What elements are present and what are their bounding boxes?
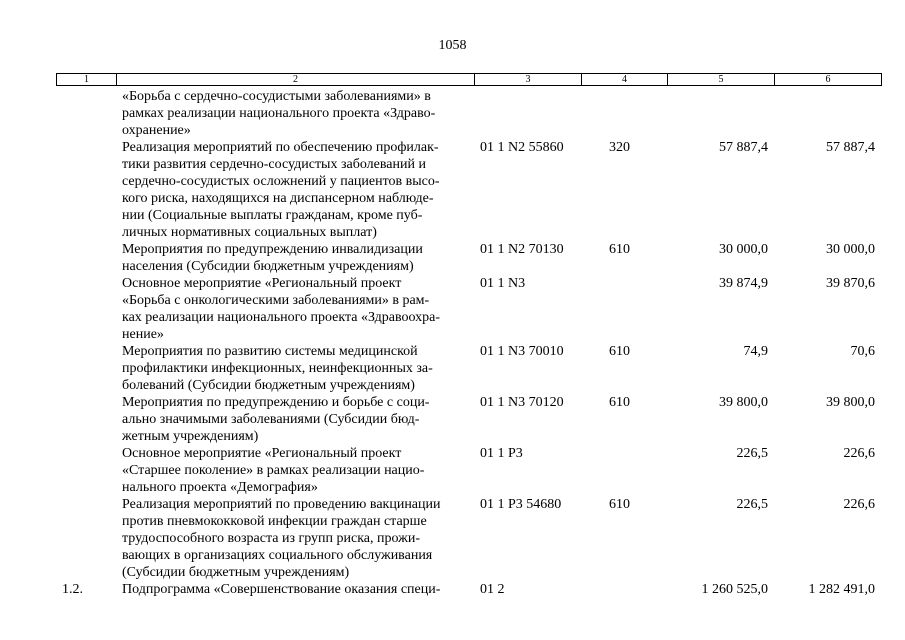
item-name: Реализация мероприятий по проведению вакцинации против пневмококковой инфекции граждан старше трудоспособного возраста из групп риска, прожи- вающих в организациях социального обслуживания (Субсидии бюджетным учреждениям) <box>122 497 441 580</box>
amount-year-2: 226,6 <box>843 497 875 512</box>
target-code: 01 1 N3 70010 <box>480 344 564 359</box>
budget-table <box>56 88 881 598</box>
row-number <box>56 88 116 139</box>
target-code: 01 1 N3 <box>480 276 526 291</box>
amount-year-1: 39 800,0 <box>719 395 768 410</box>
amount-year-2: 1 282 491,0 <box>808 582 875 597</box>
amount-year-1: 39 874,9 <box>719 276 768 291</box>
table-row <box>56 241 881 275</box>
row-number <box>56 394 116 445</box>
column-number-5: 5 <box>668 74 775 86</box>
column-number-header <box>56 73 882 86</box>
table-row <box>56 343 881 394</box>
expense-type: 610 <box>609 395 630 410</box>
amount-year-2: 39 870,6 <box>826 276 875 291</box>
amount-year-2: 70,6 <box>850 344 875 359</box>
row-number: 1.2. <box>62 582 83 597</box>
amount-year-1: 226,5 <box>736 446 768 461</box>
table-row <box>56 394 881 445</box>
expense-type: 320 <box>609 140 630 155</box>
amount-year-1: 57 887,4 <box>719 140 768 155</box>
expense-type: 610 <box>609 344 630 359</box>
table-row <box>56 581 881 598</box>
item-name: Основное мероприятие «Региональный проект «Старшее поколение» в рамках реализации нацио- нального проекта «Демография» <box>122 446 425 495</box>
amount-year-1: 1 260 525,0 <box>701 582 768 597</box>
column-number-2: 2 <box>117 74 475 86</box>
row-number <box>56 139 116 241</box>
table-row <box>56 88 881 139</box>
expense-type <box>581 88 667 139</box>
expense-type: 610 <box>609 242 630 257</box>
row-number <box>56 445 116 496</box>
amount-year-2: 57 887,4 <box>826 140 875 155</box>
target-code: 01 1 N2 70130 <box>480 242 564 257</box>
table-row <box>56 139 881 241</box>
table-row <box>56 445 881 496</box>
row-number <box>56 496 116 581</box>
column-number-4: 4 <box>582 74 668 86</box>
amount-year-1: 30 000,0 <box>719 242 768 257</box>
amount-year-1 <box>667 88 774 139</box>
column-number-6: 6 <box>775 74 882 86</box>
item-name: Подпрограмма «Совершенствование оказания специ- <box>122 582 441 597</box>
item-name: Мероприятия по предупреждению инвалидизации населения (Субсидии бюджетным учреждениям) <box>122 242 423 274</box>
item-name: Мероприятия по развитию системы медицинской профилактики инфекционных, неинфекционных за- болеваний (Субсидии бюджетным учреждениям) <box>122 344 433 393</box>
item-name: «Борьба с сердечно-сосудистыми заболеваниями» в рамках реализации национального проекта «Здраво- охранение» <box>122 89 436 138</box>
amount-year-2: 30 000,0 <box>826 242 875 257</box>
target-code <box>474 88 581 139</box>
target-code: 01 1 P3 54680 <box>480 497 562 512</box>
table-row <box>56 275 881 343</box>
column-number-3: 3 <box>475 74 582 86</box>
target-code: 01 2 <box>480 582 505 597</box>
item-name: Реализация мероприятий по обеспечению профилак- тики развития сердечно-сосудистых заболеваний и сердечно-сосудистых осложнений у пациентов высо- кого риска, находящихся на диспансерном наблюде- нии (Социальные выплаты гражданам, кроме пуб- личных нормативных социальных выплат) <box>122 140 440 240</box>
amount-year-2 <box>774 88 881 139</box>
target-code: 01 1 N3 70120 <box>480 395 564 410</box>
page-number: 1058 <box>438 38 467 53</box>
amount-year-2: 39 800,0 <box>826 395 875 410</box>
row-number <box>56 343 116 394</box>
item-name: Основное мероприятие «Региональный проект «Борьба с онкологическими заболеваниями» в рам- ках реализации национального проекта «Здравоохра- нение» <box>122 276 441 342</box>
target-code: 01 1 P3 <box>480 446 523 461</box>
expense-type <box>581 581 667 598</box>
target-code: 01 1 N2 55860 <box>480 140 564 155</box>
row-number <box>56 241 116 275</box>
amount-year-1: 74,9 <box>743 344 768 359</box>
column-number-row <box>57 74 882 86</box>
row-number <box>56 275 116 343</box>
expense-type <box>581 445 667 496</box>
expense-type: 610 <box>609 497 630 512</box>
item-name: Мероприятия по предупреждению и борьбе с соци- ально значимыми заболеваниями (Субсидии бюд- жетным учреждениям) <box>122 395 430 444</box>
amount-year-1: 226,5 <box>736 497 768 512</box>
table-row <box>56 496 881 581</box>
amount-year-2: 226,6 <box>843 446 875 461</box>
column-number-1: 1 <box>57 74 117 86</box>
expense-type <box>581 275 667 343</box>
